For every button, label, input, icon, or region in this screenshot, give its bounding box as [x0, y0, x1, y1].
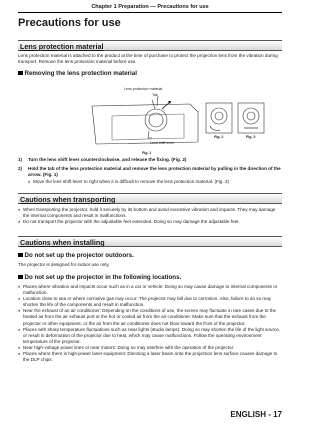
subheading-text: Removing the lens protection material	[24, 70, 137, 77]
removal-arrow-icon	[162, 102, 170, 109]
callout-lens-shift-lever: Lens shift lever	[150, 141, 175, 145]
step-number: 2)	[18, 166, 23, 171]
list-item: ● Near high-voltage power lines or near motors: Doing so may interfere with the operation of the projector.	[18, 345, 282, 351]
section-header-installing	[18, 236, 282, 247]
callout-tab: Tab	[152, 93, 158, 97]
section-title: Cautions when installing	[20, 237, 105, 247]
chapter-header: Chapter 1 Preparation — Precautions for use	[91, 4, 209, 10]
step-text: Turn the lens shift lever counterclockwise, and release the fixing. (Fig. 2)	[28, 157, 187, 162]
square-bullet-icon	[18, 253, 23, 258]
section-title: Cautions when transporting	[20, 194, 116, 204]
lens-protection-intro: Lens protection material is attached to the product at the time of purchase to protect the projection lens from the vibration during transport. Remove the lens protection material before use.	[18, 53, 278, 65]
list-item: ● When transporting the projector, hold it securely by its bottom and avoid excessive vibration and impacts. They may damage the internal components and result in malfunctions.	[18, 207, 282, 219]
step-number: 1)	[18, 157, 23, 162]
removing-subheading	[18, 70, 137, 77]
step2-notes	[28, 179, 282, 185]
step-1	[18, 157, 282, 163]
outdoors-subheading	[18, 252, 134, 259]
list-item: ● Near the exhaust of an air conditioner: Depending on the conditions of use, the screen may fluctuate in rare cases due to the heated air from the air exhaust port or the hot or cooled air from the air conditioner. Make sure that the exhaust from the projector or other equipment, or the air from the air conditioner does not blow toward the front of the projector.	[18, 308, 282, 326]
square-bullet-icon	[18, 71, 23, 76]
list-item: ● Location close to sea or where corrosive gas may occur: The projector may fall due to corrosion. Also, failure to do so may shorten the life of the components and result in malfunction.	[18, 296, 282, 308]
subheading-text: Do not set up the projector outdoors.	[24, 252, 134, 259]
locations-subheading	[18, 274, 181, 281]
transport-list	[18, 207, 282, 225]
fig1-label: Fig. 1	[142, 151, 152, 155]
fig2-drawing	[206, 103, 232, 133]
fig2-label: Fig. 2	[214, 135, 224, 139]
list-item: ● Places with sharp temperature fluctuations such as near lights (studio lamps): Doing so may shorten the life of the light source, or result in deformation of the projector due to heat, which may cause malfunctions. Follow the operating environment temperature of the projector.	[18, 327, 282, 345]
locations-list	[18, 284, 282, 363]
list-item: ● Places where vibration and impacts occur such as in a car or vehicle: Doing so may cause damage to internal components or malfunction.	[18, 284, 282, 296]
page-number: ENGLISH - 17	[230, 410, 282, 419]
section-header-lens-protection	[18, 40, 282, 51]
subheading-text: Do not set up the projector in the following locations.	[24, 274, 182, 281]
fig3-label: Fig. 3	[246, 135, 256, 139]
header-divider	[18, 12, 282, 13]
fig3-drawing	[238, 103, 264, 133]
callout-lens-protection-material: Lens protection material	[124, 87, 163, 91]
square-bullet-icon	[18, 275, 23, 280]
step-2	[18, 166, 282, 178]
list-item: ● Do not transport the projector with the adjustable feet extended. Doing so may damage the adjustable feet.	[18, 219, 282, 225]
page-title: Precautions for use	[18, 17, 121, 29]
list-item: ● Move the lens shift lever to right when it is difficult to remove the lens protection material. (Fig. 3)	[28, 179, 282, 185]
list-item: ● Places where there is high-power laser equipment: Directing a laser beam onto the projection lens surface causes damage to the DLP chips.	[18, 351, 282, 363]
indoor-use-note: The projector is designed for indoor use only.	[18, 262, 110, 267]
fig1-drawing	[92, 96, 198, 144]
section-header-transporting	[18, 193, 282, 204]
step-text: Hold the tab of the lens protection material and remove the lens protection material by pulling in the direction of the arrow. (Fig. 1)	[28, 166, 281, 178]
section-title: Lens protection material	[20, 41, 104, 51]
